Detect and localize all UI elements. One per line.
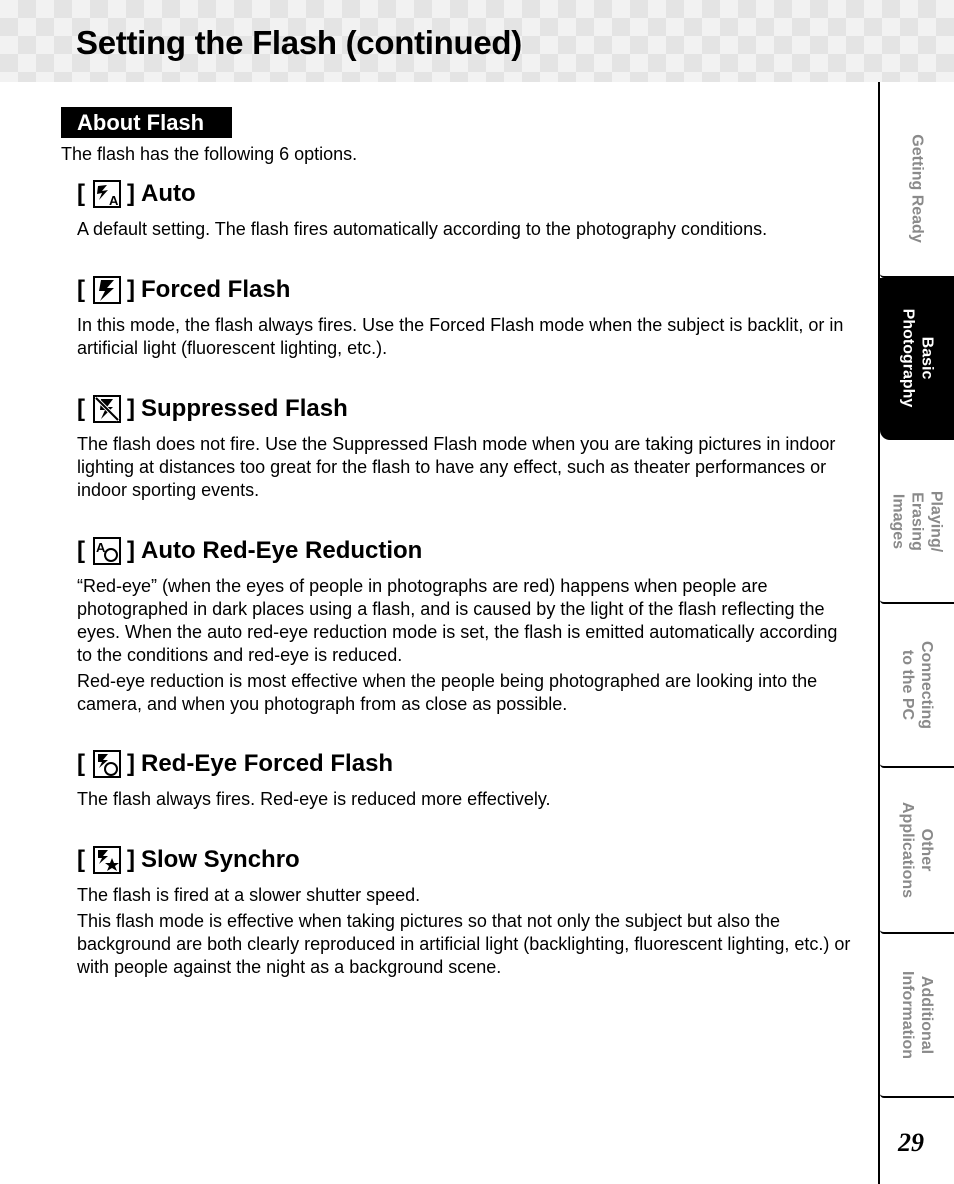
bracket-open: [: [77, 180, 85, 207]
section-title: Auto Red-Eye Reduction: [141, 537, 423, 564]
tab-label: Other Applications: [899, 802, 935, 899]
tab-playing-erasing[interactable]: [880, 440, 954, 604]
tab-other-applications[interactable]: [880, 768, 954, 934]
flash-forced-icon: [93, 276, 121, 304]
section-text: “Red-eye” (when the eyes of people in photographs are red) happens when people are photographed in dark places using a flash, and is caused by the light of the flash reflecting the eyes. When the auto red-eye reduction mode is set, the flash is emitted automatically according to the conditions and red-eye is reduced.: [77, 576, 838, 665]
section-title: Red-Eye Forced Flash: [141, 750, 394, 777]
section-heading: [77, 844, 857, 876]
bracket-open: [: [77, 537, 85, 564]
section-text: The flash always fires. Red-eye is reduced more effectively.: [77, 789, 551, 809]
section-heading: [77, 393, 857, 425]
section-text: A default setting. The flash fires automatically according to the photography conditions.: [77, 219, 768, 239]
section-slow-synchro: [77, 844, 857, 979]
tab-label: Connecting to the PC: [899, 641, 935, 729]
section-title: Suppressed Flash: [141, 395, 348, 422]
section-heading: [77, 535, 857, 567]
tab-getting-ready[interactable]: [880, 100, 954, 278]
tab-label: Getting Ready: [908, 133, 926, 243]
bracket-open: [: [77, 395, 85, 422]
red-eye-forced-flash-icon: [93, 750, 121, 778]
intro-text: The flash has the following 6 options.: [61, 144, 358, 164]
tab-connecting-pc[interactable]: [880, 604, 954, 768]
section-suppressed-flash: [77, 393, 857, 502]
section-text: Red-eye reduction is most effective when the people being photographed are looking into the camera, and when you photograph from as close as possible.: [77, 671, 818, 714]
section-text: The flash does not fire. Use the Suppressed Flash mode when you are taking pictures in indoor lighting at distances too great for the flash to have any effect, such as theater performances or indoor sporting events.: [77, 434, 836, 500]
bracket-open: [: [77, 276, 85, 303]
section-red-eye-forced-flash: [77, 748, 857, 811]
about-flash-tag: About Flash: [61, 107, 232, 138]
bracket-close: ]: [127, 180, 135, 207]
section-title: Forced Flash: [141, 276, 291, 303]
section-text: In this mode, the flash always fires. Use the Forced Flash mode when the subject is backlit, or in artificial light (fluorescent lighting, etc.).: [77, 315, 844, 358]
section-heading: [77, 748, 857, 780]
flash-auto-icon: [93, 180, 121, 208]
bracket-close: ]: [127, 846, 135, 873]
tab-label: Additional Information: [899, 971, 935, 1059]
page-number: 29: [898, 1128, 924, 1157]
tab-label: Basic Photography: [899, 308, 936, 408]
svg-text:A: A: [96, 540, 106, 555]
bracket-close: ]: [127, 395, 135, 422]
section-auto: [77, 178, 857, 241]
section-heading: [77, 274, 857, 306]
tab-additional-information[interactable]: [880, 934, 954, 1098]
section-title: Slow Synchro: [141, 846, 300, 873]
bracket-open: [: [77, 750, 85, 777]
section-text: The flash is fired at a slower shutter speed.: [77, 885, 421, 905]
tab-basic-photography[interactable]: [880, 278, 954, 440]
section-title: Auto: [141, 180, 196, 207]
svg-text:A: A: [109, 193, 119, 208]
bracket-close: ]: [127, 537, 135, 564]
section-auto-red-eye: [77, 535, 857, 716]
auto-red-eye-icon: [93, 537, 121, 565]
page-title: Setting the Flash (continued): [76, 24, 522, 61]
bracket-open: [: [77, 846, 85, 873]
slow-synchro-icon: [93, 846, 121, 874]
section-text: This flash mode is effective when taking pictures so that not only the subject but also the background are both clearly reproduced in artificial light (backlighting, fluorescent lighting, etc.) or with people against the night as a background scene.: [77, 911, 851, 977]
section-forced-flash: [77, 274, 857, 360]
bracket-close: ]: [127, 750, 135, 777]
tab-label: Playing/ Erasing Images: [889, 490, 945, 552]
flash-suppressed-icon: [93, 395, 121, 423]
bracket-close: ]: [127, 276, 135, 303]
section-heading: [77, 178, 857, 210]
